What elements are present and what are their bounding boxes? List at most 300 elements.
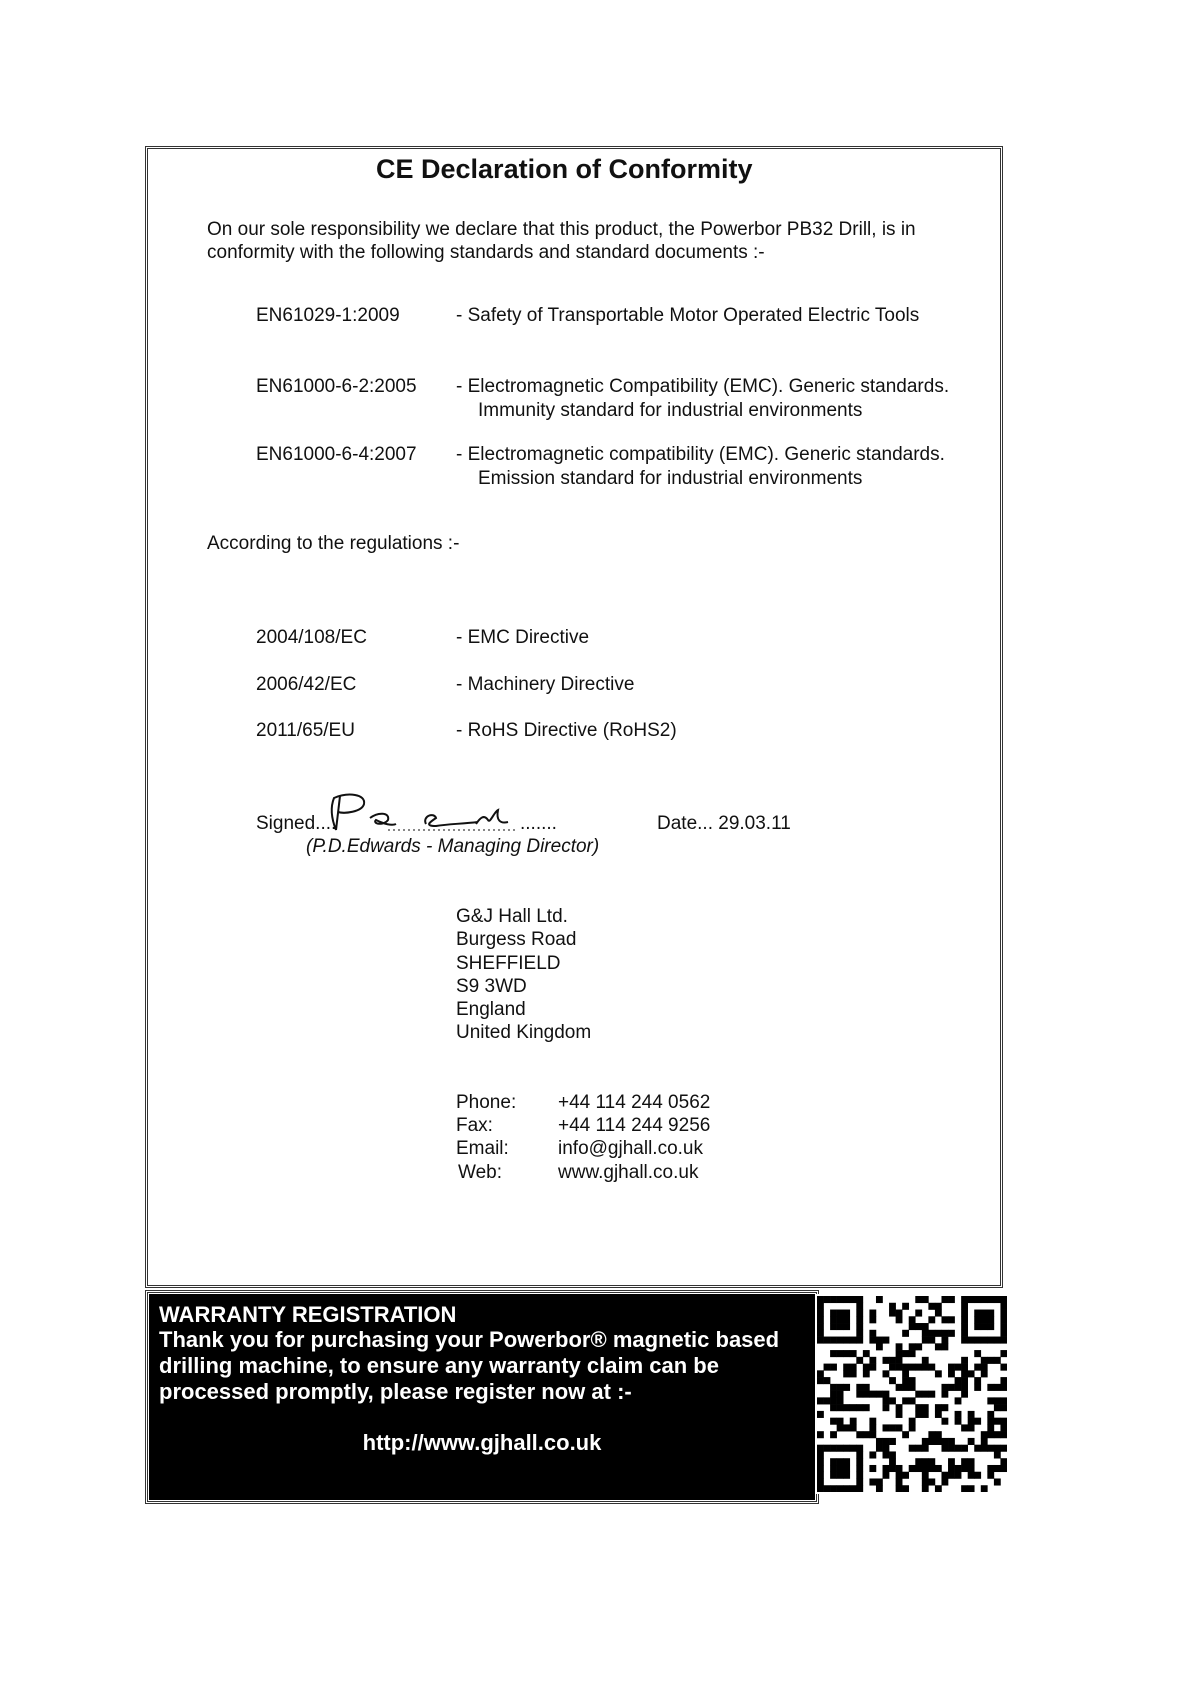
qr-module — [896, 1350, 903, 1357]
qr-module — [974, 1472, 981, 1479]
qr-module — [856, 1316, 863, 1323]
qr-module — [856, 1391, 863, 1398]
qr-module — [981, 1431, 988, 1438]
qr-module — [883, 1465, 890, 1472]
qr-module — [850, 1350, 857, 1357]
regulation-code: 2006/42/EC — [256, 674, 357, 695]
qr-module — [961, 1391, 968, 1398]
signature — [318, 790, 548, 836]
qr-module — [896, 1478, 903, 1485]
contact-web[interactable]: www.gjhall.co.uk — [558, 1162, 699, 1183]
qr-module — [817, 1472, 824, 1479]
qr-module — [987, 1397, 994, 1404]
qr-module — [974, 1316, 981, 1323]
qr-module — [817, 1458, 824, 1465]
qr-module — [961, 1303, 968, 1310]
qr-module — [863, 1431, 870, 1438]
standard-code: EN61000-6-4:2007 — [256, 444, 417, 465]
qr-module — [961, 1377, 968, 1384]
qr-module — [896, 1411, 903, 1418]
qr-module — [863, 1404, 870, 1411]
qr-module — [935, 1310, 942, 1317]
qr-module — [837, 1404, 844, 1411]
qr-module — [889, 1377, 896, 1384]
qr-module — [974, 1310, 981, 1317]
qr-module — [994, 1445, 1001, 1452]
regulation-code: 2011/65/EU — [256, 720, 355, 741]
qr-module — [987, 1337, 994, 1344]
qr-code[interactable] — [815, 1294, 1009, 1494]
qr-module — [994, 1404, 1001, 1411]
qr-module — [830, 1391, 837, 1398]
qr-module — [896, 1465, 903, 1472]
standard-desc: - Electromagnetic compatibility (EMC). Generic standards. — [456, 444, 945, 465]
qr-module — [948, 1330, 955, 1337]
qr-module — [928, 1438, 935, 1445]
qr-module — [948, 1316, 955, 1323]
intro-line-1: On our sole responsibility we declare that this product, the Powerbor PB32 Drill, is in — [207, 219, 916, 240]
qr-module — [968, 1418, 975, 1425]
qr-module — [837, 1296, 844, 1303]
qr-module — [902, 1350, 909, 1357]
qr-module — [869, 1465, 876, 1472]
qr-module — [856, 1310, 863, 1317]
qr-module — [915, 1411, 922, 1418]
qr-module — [928, 1391, 935, 1398]
qr-module — [981, 1438, 988, 1445]
qr-module — [955, 1364, 962, 1371]
qr-module — [935, 1343, 942, 1350]
qr-module — [869, 1364, 876, 1371]
qr-module — [928, 1478, 935, 1485]
qr-module — [896, 1310, 903, 1317]
qr-module — [955, 1472, 962, 1479]
standard-desc: - Electromagnetic Compatibility (EMC). Generic standards. — [456, 376, 950, 397]
qr-module — [941, 1296, 948, 1303]
qr-module — [837, 1485, 844, 1492]
qr-module — [994, 1478, 1001, 1485]
qr-module — [837, 1323, 844, 1330]
qr-module — [883, 1357, 890, 1364]
qr-module — [883, 1391, 890, 1398]
qr-module — [889, 1357, 896, 1364]
qr-module — [856, 1465, 863, 1472]
qr-module — [909, 1350, 916, 1357]
qr-module — [915, 1404, 922, 1411]
qr-module — [968, 1424, 975, 1431]
qr-module — [1000, 1431, 1007, 1438]
qr-module — [856, 1323, 863, 1330]
warranty-text-line: processed promptly, please register now at :- — [159, 1379, 632, 1404]
qr-module — [987, 1424, 994, 1431]
qr-module — [968, 1411, 975, 1418]
standard-desc: - Safety of Transportable Motor Operated Electric Tools — [456, 305, 920, 326]
qr-module — [915, 1445, 922, 1452]
qr-module — [830, 1323, 837, 1330]
qr-module — [928, 1458, 935, 1465]
contact-label: Fax: — [456, 1115, 493, 1136]
qr-module — [850, 1424, 857, 1431]
qr-module — [981, 1364, 988, 1371]
qr-module — [909, 1323, 916, 1330]
qr-module — [817, 1310, 824, 1317]
qr-module — [961, 1337, 968, 1344]
qr-module — [817, 1485, 824, 1492]
qr-module — [876, 1438, 883, 1445]
qr-module — [830, 1316, 837, 1323]
qr-module — [935, 1438, 942, 1445]
qr-module — [987, 1384, 994, 1391]
qr-module — [961, 1384, 968, 1391]
qr-module — [869, 1357, 876, 1364]
qr-module — [830, 1418, 837, 1425]
signed-dots: ....... — [520, 813, 557, 834]
qr-module — [941, 1330, 948, 1337]
qr-module — [915, 1296, 922, 1303]
qr-module — [902, 1397, 909, 1404]
qr-module — [837, 1391, 844, 1398]
qr-module — [837, 1418, 844, 1425]
qr-module — [843, 1424, 850, 1431]
qr-module — [843, 1364, 850, 1371]
qr-module — [837, 1458, 844, 1465]
qr-module — [817, 1411, 824, 1418]
qr-module — [935, 1411, 942, 1418]
qr-module — [863, 1391, 870, 1398]
qr-module — [928, 1330, 935, 1337]
qr-module — [1000, 1350, 1007, 1357]
qr-module — [830, 1364, 837, 1371]
qr-module — [843, 1310, 850, 1317]
qr-module — [837, 1472, 844, 1479]
qr-module — [928, 1465, 935, 1472]
address-line: S9 3WD — [456, 976, 527, 997]
qr-module — [856, 1330, 863, 1337]
standard-code: EN61029-1:2009 — [256, 305, 400, 326]
qr-module — [987, 1418, 994, 1425]
qr-module — [876, 1296, 883, 1303]
regulations-intro: According to the regulations :- — [207, 533, 460, 554]
qr-module — [941, 1391, 948, 1398]
qr-module — [1000, 1377, 1007, 1384]
qr-module — [889, 1303, 896, 1310]
qr-module — [961, 1445, 968, 1452]
warranty-text-line: drilling machine, to ensure any warranty claim can be — [159, 1353, 719, 1378]
qr-module — [830, 1431, 837, 1438]
qr-module — [974, 1337, 981, 1344]
qr-module — [1000, 1465, 1007, 1472]
qr-module — [1000, 1445, 1007, 1452]
qr-module — [948, 1296, 955, 1303]
qr-module — [928, 1337, 935, 1344]
qr-module — [902, 1303, 909, 1310]
qr-module — [1000, 1330, 1007, 1337]
qr-module — [837, 1310, 844, 1317]
qr-module — [922, 1465, 929, 1472]
qr-module — [994, 1337, 1001, 1344]
address-line: England — [456, 999, 526, 1020]
qr-module — [869, 1418, 876, 1425]
qr-module — [955, 1445, 962, 1452]
qr-module — [909, 1445, 916, 1452]
qr-module — [994, 1384, 1001, 1391]
qr-module — [843, 1296, 850, 1303]
regulation-desc: - Machinery Directive — [456, 674, 635, 695]
qr-module — [850, 1337, 857, 1344]
qr-module — [883, 1424, 890, 1431]
qr-module — [961, 1316, 968, 1323]
qr-module — [981, 1316, 988, 1323]
qr-module — [974, 1377, 981, 1384]
qr-module — [869, 1451, 876, 1458]
qr-module — [922, 1438, 929, 1445]
qr-module — [883, 1472, 890, 1479]
qr-module — [843, 1465, 850, 1472]
qr-module — [961, 1458, 968, 1465]
qr-module — [922, 1330, 929, 1337]
qr-module — [902, 1485, 909, 1492]
qr-module — [968, 1370, 975, 1377]
qr-module — [889, 1438, 896, 1445]
qr-module — [889, 1465, 896, 1472]
qr-module — [915, 1310, 922, 1317]
qr-module — [850, 1370, 857, 1377]
qr-module — [896, 1316, 903, 1323]
qr-module — [856, 1458, 863, 1465]
qr-module — [889, 1310, 896, 1317]
qr-module — [994, 1397, 1001, 1404]
qr-code-graphic — [817, 1296, 1007, 1492]
qr-module — [817, 1303, 824, 1310]
qr-module — [941, 1472, 948, 1479]
qr-module — [830, 1404, 837, 1411]
qr-module — [909, 1397, 916, 1404]
qr-module — [856, 1357, 863, 1364]
qr-module — [935, 1404, 942, 1411]
qr-module — [915, 1465, 922, 1472]
qr-module — [856, 1337, 863, 1344]
qr-module — [909, 1343, 916, 1350]
qr-module — [1000, 1296, 1007, 1303]
qr-module — [1000, 1337, 1007, 1344]
qr-module — [863, 1384, 870, 1391]
intro-line-2: conformity with the following standards and standard documents :- — [207, 242, 765, 263]
qr-module — [987, 1310, 994, 1317]
qr-module — [883, 1370, 890, 1377]
qr-module — [883, 1397, 890, 1404]
contact-value: +44 114 244 9256 — [558, 1115, 711, 1136]
qr-module — [935, 1465, 942, 1472]
qr-module — [863, 1370, 870, 1377]
qr-module — [961, 1424, 968, 1431]
qr-module — [843, 1445, 850, 1452]
qr-module — [955, 1411, 962, 1418]
warranty-panel — [149, 1294, 815, 1500]
qr-module — [896, 1343, 903, 1350]
regulation-desc: - EMC Directive — [456, 627, 590, 648]
qr-module — [817, 1397, 824, 1404]
qr-module — [896, 1424, 903, 1431]
qr-module — [843, 1337, 850, 1344]
qr-module — [843, 1458, 850, 1465]
qr-module — [941, 1418, 948, 1425]
qr-module — [941, 1478, 948, 1485]
qr-module — [902, 1377, 909, 1384]
standard-code: EN61000-6-2:2005 — [256, 376, 417, 397]
qr-module — [830, 1472, 837, 1479]
qr-module — [941, 1316, 948, 1323]
qr-module — [843, 1323, 850, 1330]
qr-module — [896, 1357, 903, 1364]
qr-module — [941, 1404, 948, 1411]
qr-module — [994, 1418, 1001, 1425]
qr-module — [961, 1296, 968, 1303]
qr-module — [896, 1485, 903, 1492]
qr-module — [889, 1397, 896, 1404]
qr-module — [896, 1384, 903, 1391]
qr-module — [883, 1451, 890, 1458]
qr-module — [968, 1472, 975, 1479]
qr-module — [974, 1445, 981, 1452]
qr-module — [889, 1458, 896, 1465]
qr-module — [824, 1296, 831, 1303]
qr-module — [987, 1357, 994, 1364]
qr-module — [824, 1364, 831, 1371]
qr-module — [856, 1478, 863, 1485]
qr-module — [830, 1445, 837, 1452]
qr-module — [928, 1303, 935, 1310]
standard-desc-sub: Emission standard for industrial environments — [478, 468, 863, 489]
qr-module — [948, 1472, 955, 1479]
qr-module — [994, 1431, 1001, 1438]
qr-module — [948, 1384, 955, 1391]
qr-module — [948, 1364, 955, 1371]
qr-module — [955, 1418, 962, 1425]
contact-email[interactable]: info@gjhall.co.uk — [558, 1138, 703, 1159]
warranty-url[interactable]: http://www.gjhall.co.uk — [362, 1430, 602, 1455]
qr-module — [968, 1296, 975, 1303]
qr-module — [889, 1364, 896, 1371]
qr-module — [981, 1485, 988, 1492]
qr-module — [817, 1478, 824, 1485]
qr-module — [928, 1316, 935, 1323]
address-line: G&J Hall Ltd. — [456, 906, 568, 927]
qr-module — [941, 1438, 948, 1445]
qr-module — [850, 1418, 857, 1425]
qr-module — [955, 1465, 962, 1472]
qr-module — [915, 1391, 922, 1398]
qr-module — [915, 1343, 922, 1350]
qr-module — [987, 1316, 994, 1323]
qr-module — [869, 1424, 876, 1431]
qr-module — [830, 1397, 837, 1404]
qr-module — [856, 1485, 863, 1492]
qr-module — [915, 1364, 922, 1371]
qr-module — [876, 1478, 883, 1485]
qr-module — [850, 1404, 857, 1411]
qr-module — [968, 1485, 975, 1492]
qr-module — [830, 1485, 837, 1492]
qr-module — [824, 1377, 831, 1384]
date-label: Date... 29.03.11 — [657, 813, 791, 834]
qr-module — [889, 1451, 896, 1458]
qr-module — [974, 1350, 981, 1357]
qr-module — [856, 1431, 863, 1438]
qr-module — [817, 1296, 824, 1303]
qr-module — [981, 1445, 988, 1452]
qr-module — [961, 1465, 968, 1472]
qr-module — [830, 1384, 837, 1391]
qr-module — [974, 1296, 981, 1303]
qr-module — [935, 1370, 942, 1377]
qr-module — [981, 1310, 988, 1317]
qr-module — [968, 1458, 975, 1465]
qr-module — [883, 1438, 890, 1445]
qr-module — [922, 1411, 929, 1418]
qr-module — [994, 1296, 1001, 1303]
qr-module — [830, 1350, 837, 1357]
qr-module — [1000, 1424, 1007, 1431]
qr-module — [909, 1424, 916, 1431]
qr-module — [987, 1472, 994, 1479]
qr-module — [837, 1397, 844, 1404]
qr-module — [824, 1397, 831, 1404]
qr-module — [974, 1418, 981, 1425]
qr-module — [856, 1445, 863, 1452]
signatory: (P.D.Edwards - Managing Director) — [306, 836, 600, 857]
qr-module — [981, 1296, 988, 1303]
qr-module — [955, 1397, 962, 1404]
qr-module — [1000, 1404, 1007, 1411]
qr-module — [856, 1451, 863, 1458]
qr-module — [850, 1445, 857, 1452]
qr-module — [883, 1404, 890, 1411]
qr-module — [948, 1458, 955, 1465]
qr-module — [830, 1458, 837, 1465]
qr-module — [994, 1465, 1001, 1472]
qr-module — [843, 1472, 850, 1479]
qr-module — [974, 1323, 981, 1330]
qr-module — [902, 1364, 909, 1371]
qr-module — [909, 1384, 916, 1391]
qr-module — [896, 1404, 903, 1411]
signed-label: Signed.... — [256, 813, 337, 834]
qr-module — [974, 1364, 981, 1371]
qr-module — [961, 1364, 968, 1371]
qr-module — [889, 1424, 896, 1431]
qr-module — [948, 1370, 955, 1377]
warranty-heading: WARRANTY REGISTRATION — [159, 1302, 457, 1327]
qr-module — [830, 1296, 837, 1303]
qr-module — [922, 1296, 929, 1303]
standard-desc-sub: Immunity standard for industrial environments — [478, 400, 863, 421]
qr-module — [856, 1472, 863, 1479]
qr-module — [928, 1431, 935, 1438]
qr-module — [830, 1337, 837, 1344]
qr-module — [837, 1316, 844, 1323]
qr-module — [863, 1350, 870, 1357]
qr-module — [817, 1323, 824, 1330]
qr-module — [935, 1431, 942, 1438]
contact-label: Email: — [456, 1138, 509, 1159]
qr-module — [922, 1485, 929, 1492]
qr-module — [837, 1337, 844, 1344]
qr-module — [922, 1364, 929, 1371]
contact-label: Phone: — [456, 1092, 517, 1113]
qr-module — [948, 1445, 955, 1452]
qr-module — [1000, 1364, 1007, 1371]
qr-module — [843, 1316, 850, 1323]
